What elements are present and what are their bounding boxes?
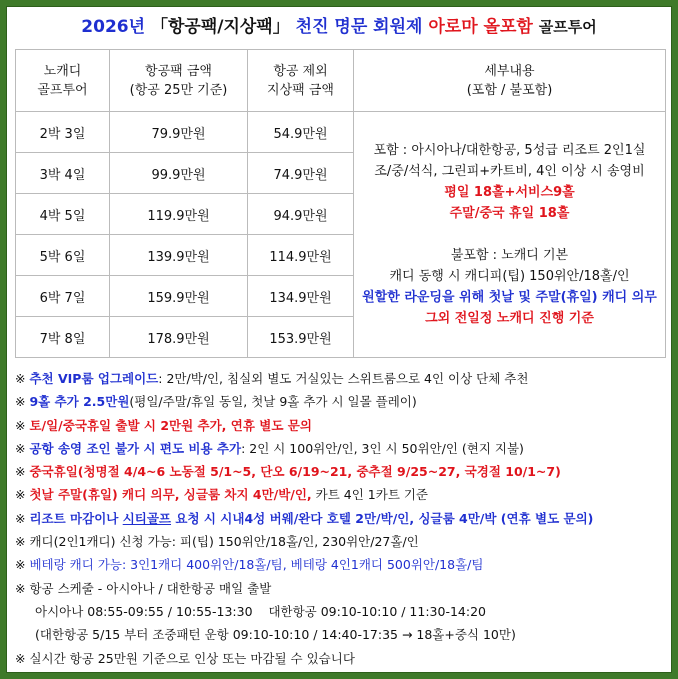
duration-cell: 3박 4일	[16, 153, 110, 194]
note-bullet: ※	[15, 580, 26, 596]
header-duration	[16, 50, 110, 112]
title-year: 2026년	[81, 17, 146, 37]
title-suffix: 골프투어	[538, 18, 597, 36]
header-line: (포함 / 불포함)	[466, 82, 553, 98]
note-text: 캐디(2인1캐디) 신청 가능: 피(팁) 150위안/18홀/인, 230위안/27홀/인	[29, 534, 419, 550]
note-text: 실시간 항공 25만원 기준으로 인상 또는 마감될 수 있습니다	[29, 650, 355, 666]
note-item	[15, 437, 665, 460]
header-details	[354, 50, 666, 112]
air-price-cell: 139.9만원	[110, 235, 248, 276]
note-bullet: ※	[15, 650, 26, 666]
included-line: 포함 : 아시아나/대한항공, 5성급 리조트 2인1실	[373, 143, 646, 158]
note-text: : 2만/박/인, 침실외 별도 거실있는 스위트룸으로 4인 이상 단체 추천	[158, 371, 529, 386]
air-price-cell: 79.9만원	[110, 112, 248, 153]
note-text: 항공 스케줄 - 아시아나 / 대한항공 매일 출발	[29, 580, 272, 596]
included-line: 조/중/석식, 그린피+카트비, 4인 이상 시 송영비	[374, 164, 645, 179]
note-bullet: ※	[15, 394, 26, 410]
excluded-line: 불포함 : 노캐디 기본	[450, 248, 569, 263]
air-price-cell: 119.9만원	[110, 194, 248, 235]
title-name: 천진 명문 회원제	[295, 17, 423, 37]
note-item	[15, 577, 665, 600]
header-air-price	[110, 50, 248, 112]
note-highlight: 공항 송영 조인 불가 시 편도 비용 추가	[29, 440, 242, 456]
header-line: (항공 25만 기준)	[129, 82, 228, 98]
note-bullet: ※	[15, 371, 26, 386]
details-cell	[354, 112, 666, 358]
header-line: 지상팩 금액	[267, 82, 334, 98]
flyer-title	[7, 7, 671, 47]
note-bullet: ※	[15, 557, 26, 573]
note-highlight: 추천 VIP룸 업그레이드	[29, 371, 159, 386]
note-highlight: 토/일/중국휴일 출발 시 2만원 추가, 연휴 별도 문의	[29, 417, 312, 433]
note-bullet: ※	[15, 487, 26, 503]
note-highlight: 시티골프	[122, 510, 172, 526]
note-highlight: 요청 시 시내4성 버웨/완다 호텔 2만/박/인, 싱글룸 4만/박 (연휴 별도 문의)	[171, 510, 594, 526]
notes-list	[15, 367, 665, 670]
header-line: 노캐디	[43, 63, 82, 79]
note-bullet: ※	[15, 534, 26, 550]
note-bullet: ※	[15, 417, 26, 433]
note-item	[15, 553, 665, 576]
header-line: 항공팩 금액	[145, 63, 212, 79]
header-line: 항공 제외	[273, 63, 328, 79]
note-text: 베테랑 캐디 가능: 3인1캐디 400위안/18홀/팀, 베테랑 4인1캐디 500위안/18홀/팀	[29, 557, 484, 573]
note-item	[15, 647, 665, 670]
note-text: : 2인 시 100위안/인, 3인 시 50위안/인 (현지 지불)	[241, 440, 524, 456]
note-item	[15, 483, 665, 506]
header-ground-price	[248, 50, 354, 112]
note-highlight: 첫날 주말(휴일) 캐디 의무, 싱글룸 차지 4만/박/인,	[29, 487, 312, 503]
note-text: 아시아나 08:55-09:55 / 10:55-13:30 대한항공 09:10-10:10 / 11:30-14:20	[35, 603, 486, 619]
header-line: 골프투어	[37, 82, 88, 98]
ground-price-cell: 153.9만원	[248, 317, 354, 358]
note-text: (대한항공 5/15 부터 조중패턴 운항 09:10-10:10 / 14:40-17:35 → 18홀+중식 10만)	[35, 627, 516, 643]
included-highlight: 주말/중국 휴일 18홀	[449, 206, 570, 221]
header-line: 세부내용	[484, 63, 535, 79]
air-price-cell: 178.9만원	[110, 317, 248, 358]
duration-cell: 2박 3일	[16, 112, 110, 153]
note-bullet: ※	[15, 464, 26, 480]
note-highlight: 중국휴일(청명절 4/4~6 노동절 5/1~5, 단오 6/19~21, 중추절 9/25~27, 국경절 10/1~7)	[29, 464, 561, 480]
ground-price-cell: 114.9만원	[248, 235, 354, 276]
excluded-line: 캐디 동행 시 캐디피(팁) 150위안/18홀/인	[389, 269, 630, 284]
ground-price-cell: 94.9만원	[248, 194, 354, 235]
title-highlight: 아로마 올포함	[428, 17, 533, 37]
note-item	[15, 623, 665, 646]
duration-cell: 6박 7일	[16, 276, 110, 317]
note-text: (평일/주말/휴일 동일, 첫날 9홀 추가 시 일몰 플레이)	[129, 394, 417, 410]
note-text: 카트 4인 1카트 기준	[311, 487, 429, 503]
price-table	[15, 49, 666, 358]
note-item	[15, 414, 665, 437]
excluded-blue-note: 원할한 라운딩을 위해 첫날 및 주말(휴일) 캐디 의무	[362, 290, 657, 305]
duration-cell: 7박 8일	[16, 317, 110, 358]
note-highlight: 9홀 추가 2.5만원	[29, 394, 130, 410]
ground-price-cell: 74.9만원	[248, 153, 354, 194]
spacer	[354, 224, 665, 245]
air-price-cell: 159.9만원	[110, 276, 248, 317]
note-item	[15, 530, 665, 553]
duration-cell: 4박 5일	[16, 194, 110, 235]
duration-cell: 5박 6일	[16, 235, 110, 276]
excluded-red-note: 그외 전일정 노캐디 진행 기준	[425, 311, 594, 326]
included-highlight: 평일 18홀+서비스9홀	[444, 185, 575, 200]
ground-price-cell: 134.9만원	[248, 276, 354, 317]
title-pack: 「항공팩/지상팩」	[150, 17, 290, 37]
note-item	[15, 367, 665, 390]
table-header-row	[16, 50, 666, 112]
note-highlight: 리조트 마감이나	[29, 510, 123, 526]
ground-price-cell: 54.9만원	[248, 112, 354, 153]
note-bullet: ※	[15, 510, 26, 526]
note-item	[15, 460, 665, 483]
note-bullet: ※	[15, 440, 26, 456]
tour-flyer	[6, 6, 672, 673]
air-price-cell: 99.9만원	[110, 153, 248, 194]
table-row	[16, 112, 666, 153]
note-item	[15, 600, 665, 623]
note-item	[15, 507, 665, 530]
note-item	[15, 390, 665, 413]
